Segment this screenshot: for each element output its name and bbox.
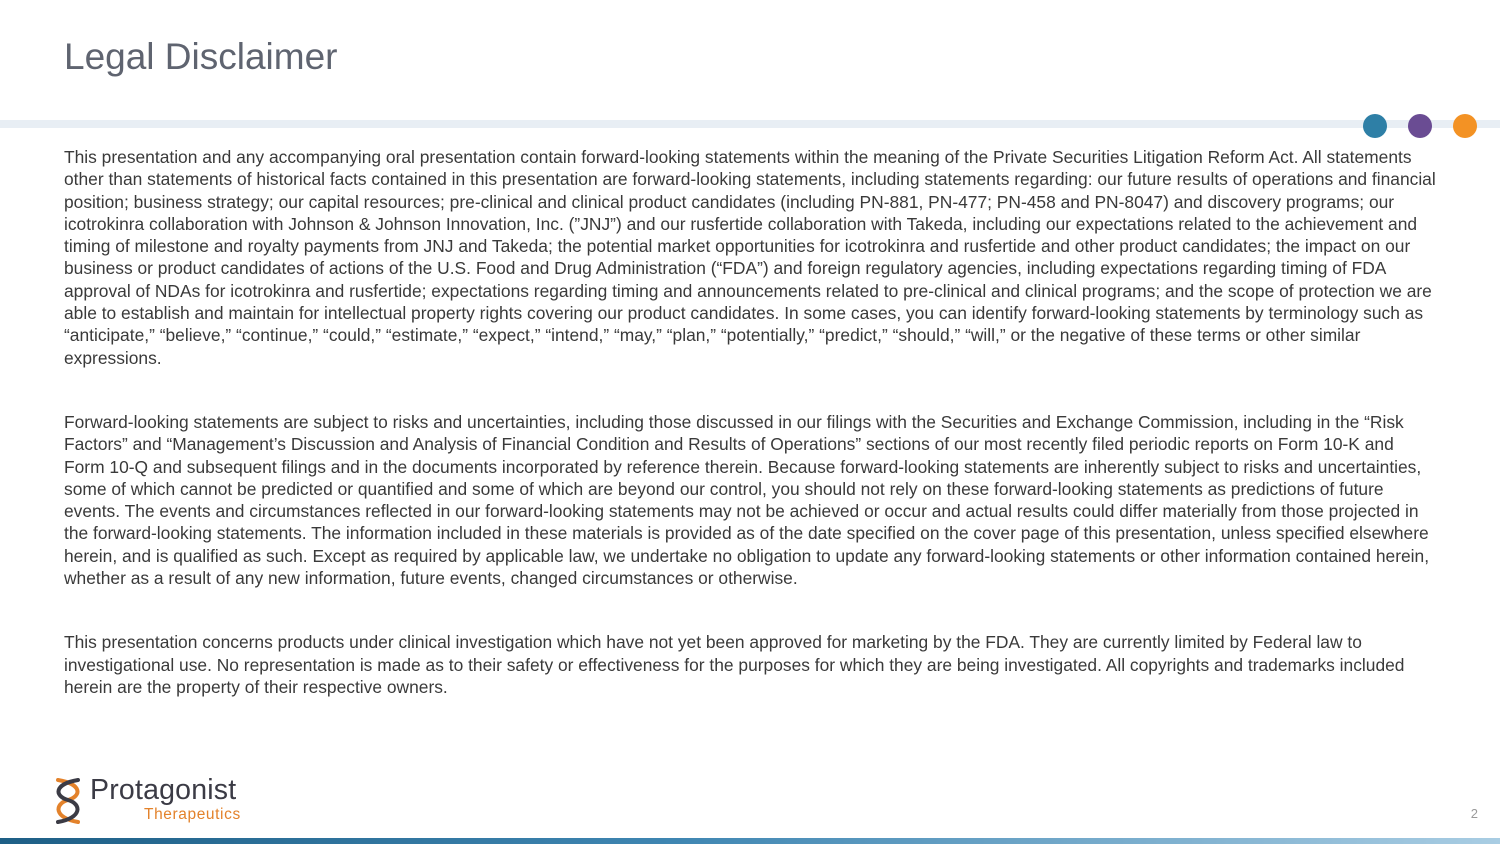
helix-8-logo-icon (48, 774, 88, 826)
logo-name: Protagonist (90, 774, 237, 806)
page-number: 2 (1470, 806, 1478, 821)
disclaimer-paragraph-investigational: This presentation concerns products under clinical investigation which have not yet been approved for marketing by the FDA. They are currently limited by Federal law to investigational use. No representation is made as to their safety or effectiveness for the purposes for which they are being investigated. All copyrights and trademarks included herein are the property of their respective owners. (64, 632, 1405, 697)
blue-dot-icon (1363, 114, 1387, 138)
footer-gradient-bar (0, 838, 1500, 844)
logo-subtitle: Therapeutics (144, 806, 241, 823)
title-divider (0, 120, 1500, 128)
disclaimer-paragraph-risks: Forward-looking statements are subject to risks and uncertainties, including those discussed in our filings with the Securities and Exchange Commission, including in the “Risk Factors” and “Management’s Discussion and Analysis of Financial Condition and Results of Operations” sections of our most recently filed periodic reports on Form 10-K and Form 10-Q and subsequent filings and in the documents incorporated by reference therein. Because forward-looking statements are inherently subject to risks and uncertainties, some of which cannot be predicted or quantified and some of which are beyond our control, you should not rely on these forward-looking statements as predictions of future events. The events and circumstances reflected in our forward-looking statements may not be achieved or occur and actual results could differ materially from those projected in the forward-looking statements. The information included in these materials is provided as of the date specified on the cover page of this presentation, unless specified elsewhere herein, and is qualified as such. Except as required by applicable law, we undertake no obligation to update any forward-looking statements or other information contained herein, whether as a result of any new information, future events, changed circumstances or otherwise. (64, 411, 1430, 589)
purple-dot-icon (1408, 114, 1432, 138)
disclaimer-body (64, 146, 1436, 740)
disclaimer-paragraph-forward-looking: This presentation and any accompanying oral presentation contain forward-looking statements within the meaning of the Private Securities Litigation Reform Act. All statements other than statements of historical facts contained in this presentation are forward-looking statements, including statements regarding: our future results of operations and financial position; business strategy; our capital resources; pre-clinical and clinical product candidates (including PN-881, PN-477; PN-458 and PN-8047) and discovery programs; our icotrokinra collaboration with Johnson & Johnson Innovation, Inc. (”JNJ”) and our rusfertide collaboration with Takeda, including our expectations related to the achievement and timing of milestone and royalty payments from JNJ and Takeda; the potential market opportunities for icotrokinra and rusfertide and other product candidates; the impact on our business or product candidates of actions of the U.S. Food and Drug Administration (“FDA”) and foreign regulatory agencies, including expectations regarding timing of FDA approval of NDAs for icotrokinra and rusfertide; expectations regarding timing and announcements related to pre-clinical and clinical programs; and the scope of protection we are able to establish and maintain for intellectual property rights covering our product candidates. In some cases, you can identify forward-looking statements by terminology such as “anticipate,” “believe,” “continue,” “could,” “estimate,” “expect,” “intend,” “may,” “plan,” “potentially,” “predict,” “should,” “will,” or the negative of these terms or other similar expressions. (64, 147, 1436, 368)
orange-dot-icon (1453, 114, 1477, 138)
slide-title: Legal Disclaimer (64, 36, 338, 77)
company-logo (48, 774, 258, 830)
